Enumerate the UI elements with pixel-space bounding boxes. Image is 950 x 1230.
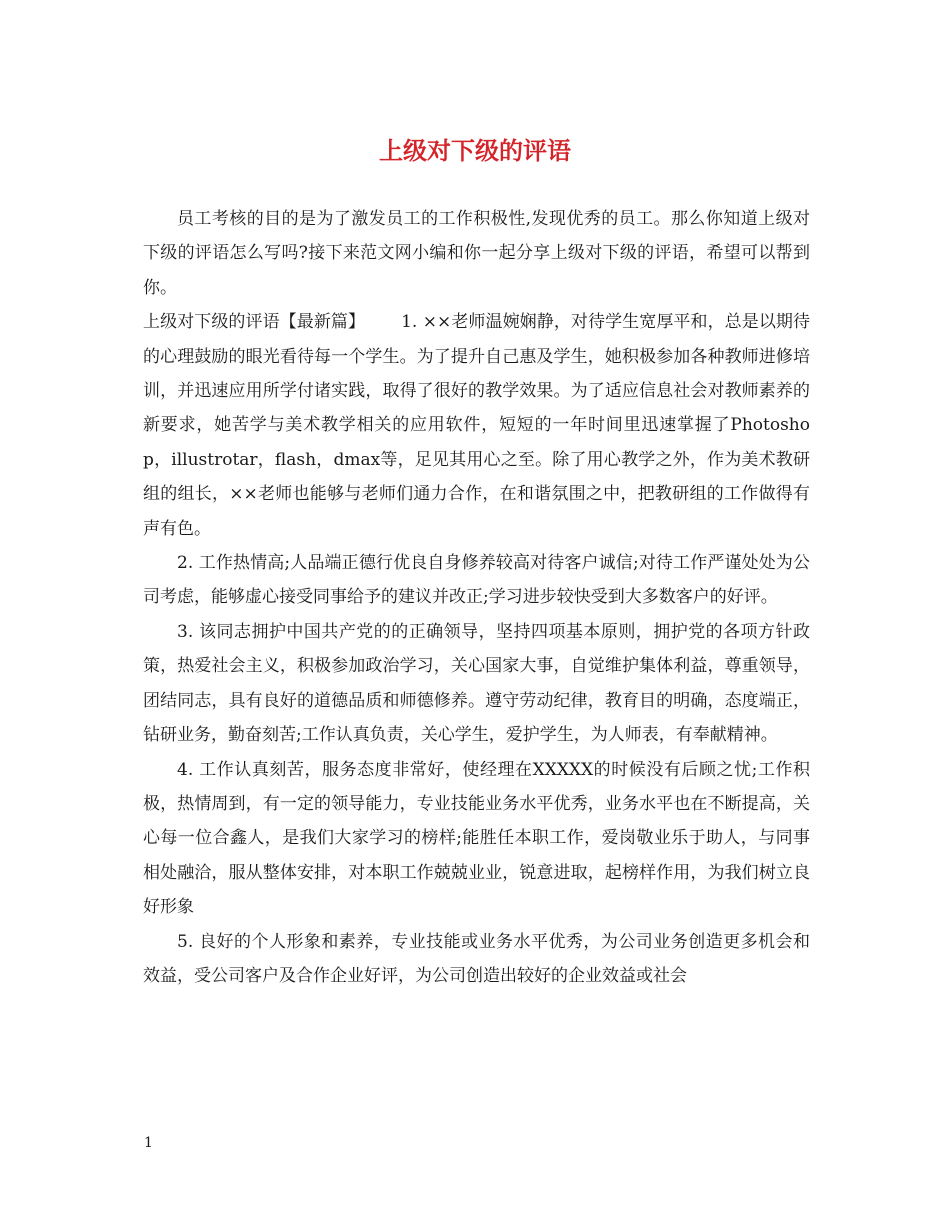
item-4-paragraph: 4. 工作认真刻苦，服务态度非常好，使经理在XXXXX的时候没有后顾之忧;工作积极，热情周到，有一定的领导能力，专业技能业务水平优秀，业务水平也在不断提高，关心每一位合鑫人，是我们大家学习的榜样;能胜任本职工作，爱岗敬业乐于助人，与同事相处融洽，服从整体安排，对本职工作兢兢业业，锐意进取，起榜样作用，为我们树立良好形象 [143, 759, 810, 918]
item-2-paragraph: 2. 工作热情高;人品端正德行优良自身修养较高对待客户诚信;对待工作严谨处处为公司考虑，能够虚心接受同事给予的建议并改正;学习进步较快受到大多数客户的好评。 [143, 553, 810, 608]
item-3-paragraph: 3. 该同志拥护中国共产党的的正确领导，坚持四项基本原则，拥护党的各项方针政策，热爱社会主义，积极参加政治学习，关心国家大事，自觉维护集体利益，尊重领导，团结同志，具有良好的道德品质和师德修养。遵守劳动纪律，教育目的明确，态度端正，钻研业务，勤奋刻苦;工作认真负责，关心学生，爱护学生，为人师表，有奉献精神。 [143, 621, 810, 746]
section-paragraph [143, 305, 810, 546]
intro-paragraph: 员工考核的目的是为了激发员工的工作积极性,发现优秀的员工。那么你知道上级对下级的评语怎么写吗?接下来范文网小编和你一起分享上级对下级的评语，希望可以帮到你。 [143, 209, 810, 298]
item-5-paragraph: 5. 良好的个人形象和素养，专业技能或业务水平优秀，为公司业务创造更多机会和效益，受公司客户及合作企业好评，为公司创造出较好的企业效益或社会 [143, 931, 810, 986]
document-body [143, 202, 810, 993]
page-number: 1 [144, 1135, 153, 1151]
section-heading: 上级对下级的评语【最新篇】 [143, 312, 366, 333]
document-title: 上级对下级的评语 [379, 137, 571, 165]
item-1-text: 1. ××老师温婉娴静，对待学生宽厚平和，总是以期待的心理鼓励的眼光看待每一个学生。为了提升自己惠及学生，她积极参加各种教师进修培训，并迅速应用所学付诸实践，取得了很好的教学效果。为了适应信息社会对教师素养的新要求，她苦学与美术教学相关的应用软件，短短的一年时间里迅速掌握了Photoshop，illustrotar，flash，dmax等，足见其用心之至。除了用心教学之外，作为美术教研组的组长，××老师也能够与老师们通力合作，在和谐氛围之中，把教研组的工作做得有声有色。 [143, 312, 810, 539]
